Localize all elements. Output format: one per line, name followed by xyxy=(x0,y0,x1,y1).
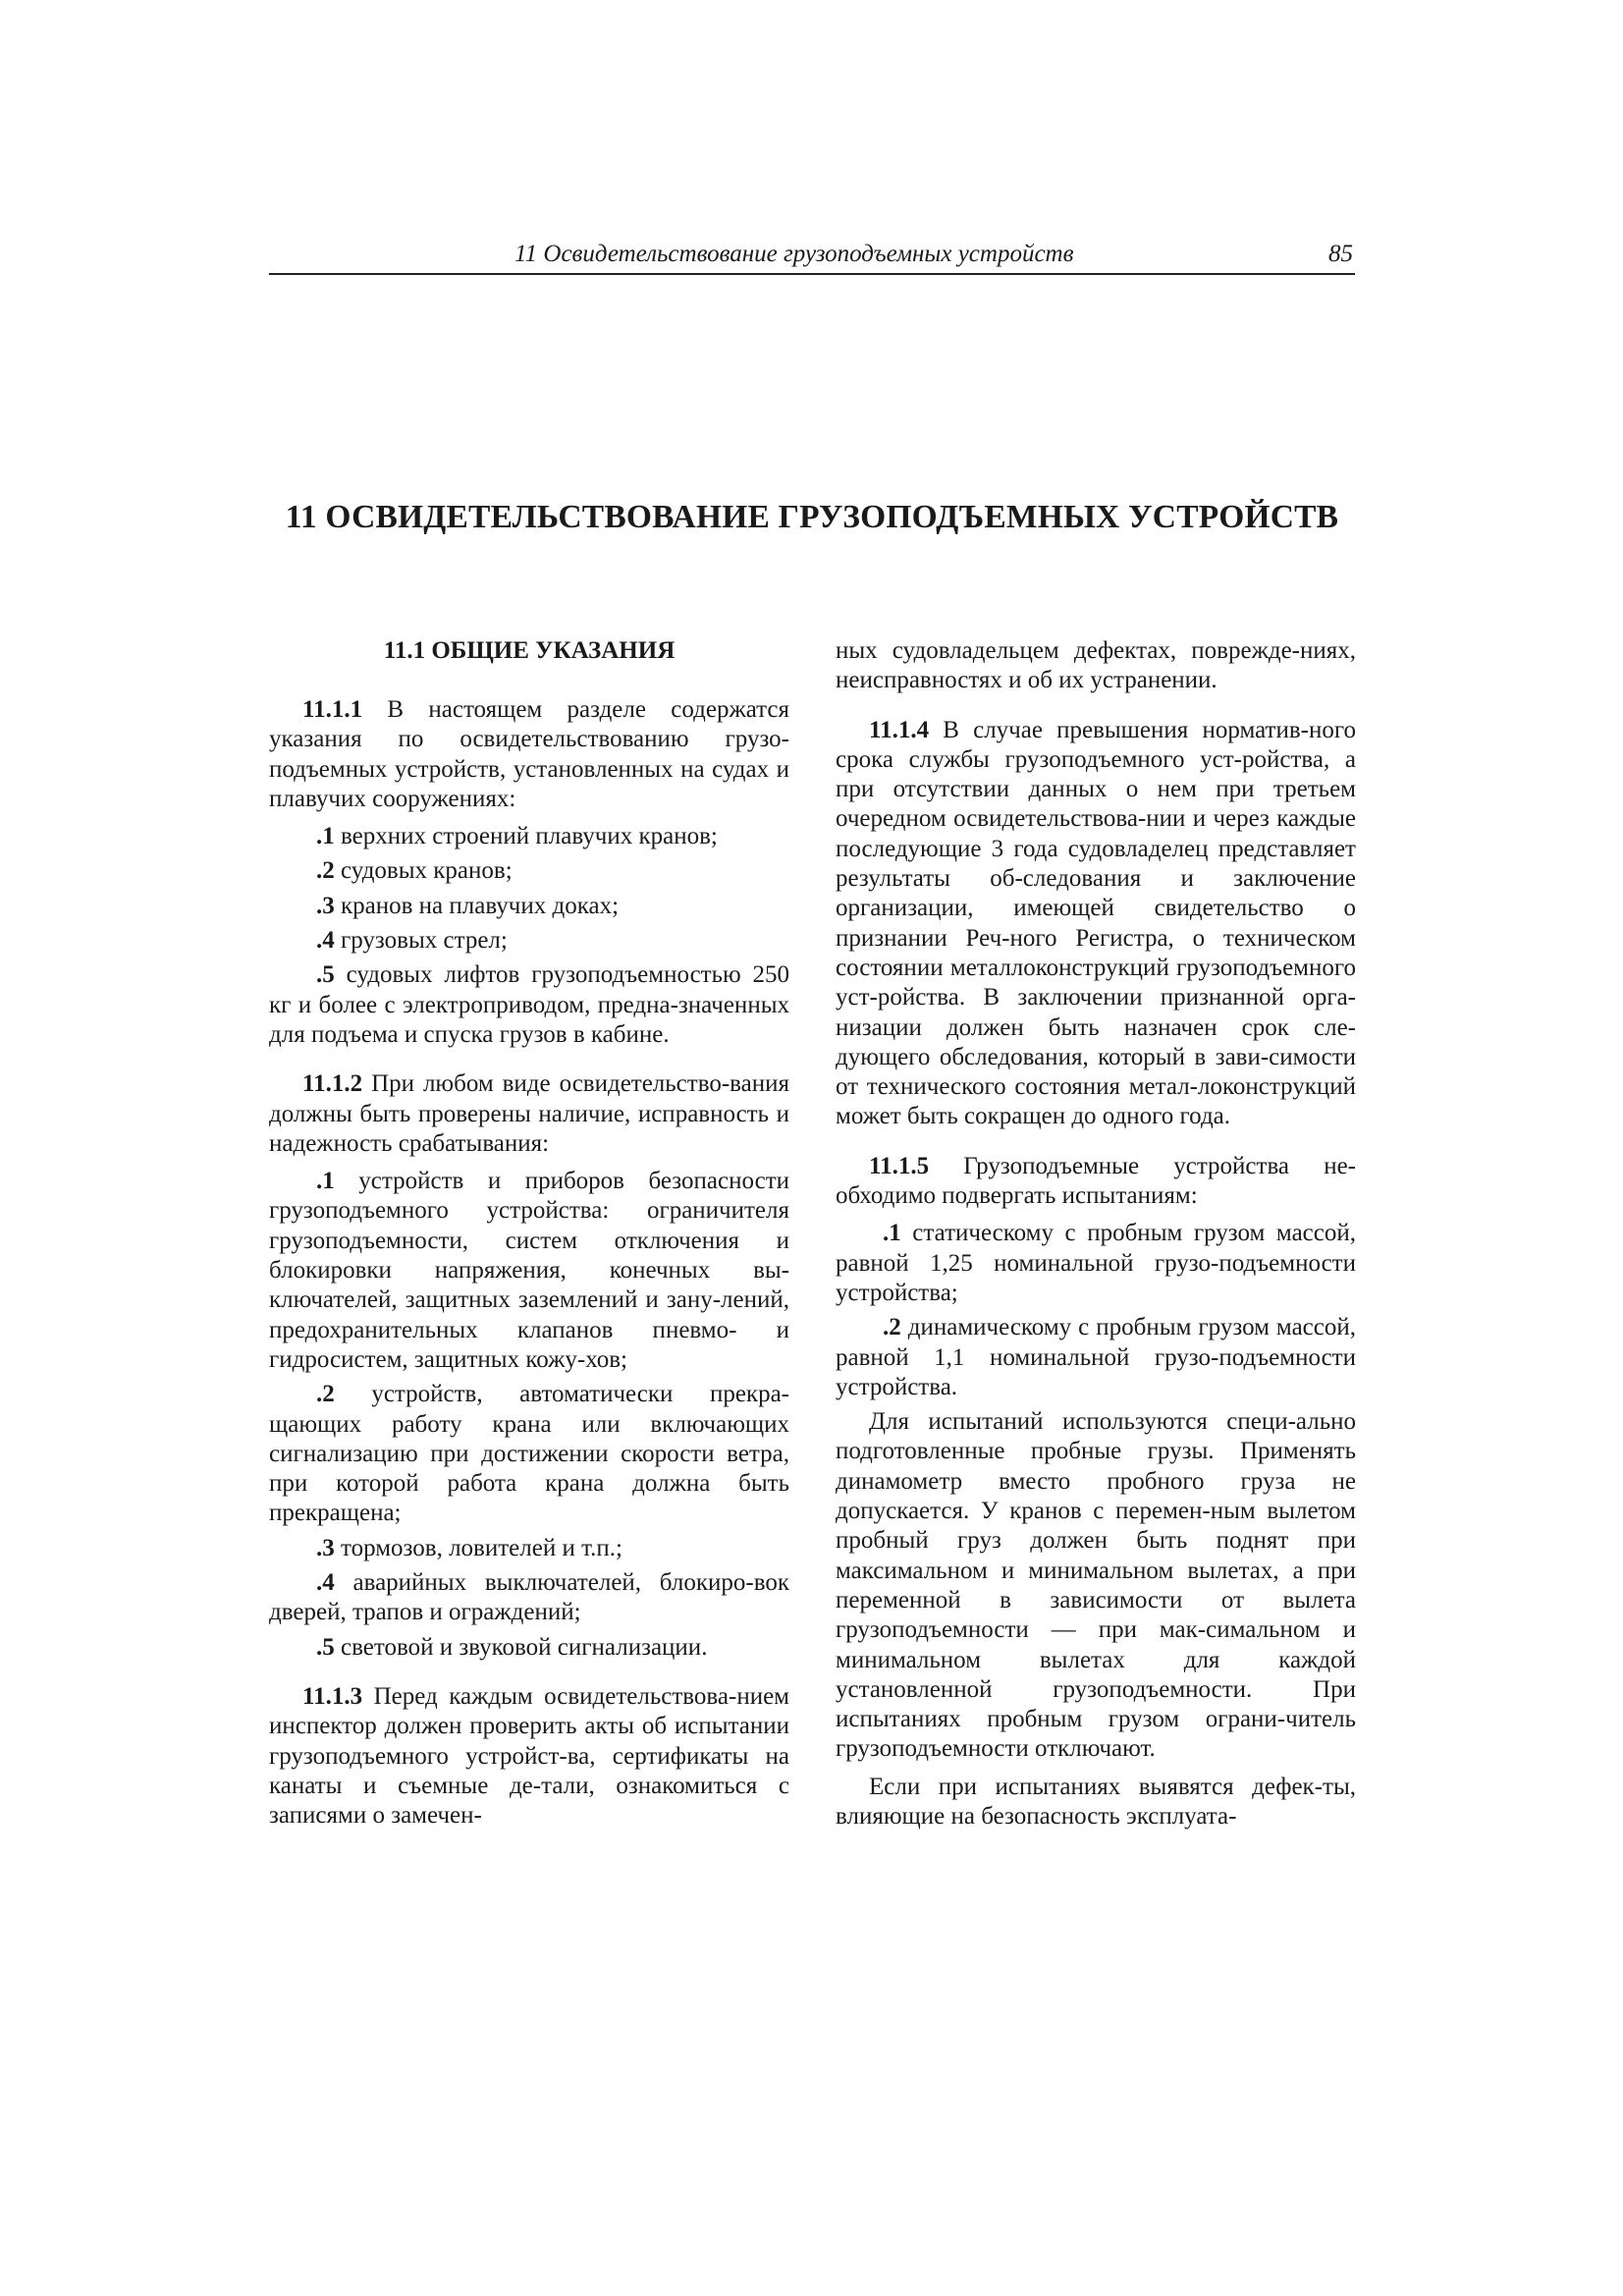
paragraph-11-1-2 xyxy=(269,1069,789,1159)
paragraph-11-1-5 xyxy=(836,1152,1356,1212)
running-head-title: 11 Освидетельствование грузоподъемных устройств xyxy=(514,241,1074,267)
clause-number: 11.1.5 xyxy=(869,1152,930,1179)
list-item xyxy=(269,822,789,851)
list-item xyxy=(269,1380,789,1528)
list-item xyxy=(836,1313,1356,1402)
item-text: устройств, автоматически прекра-щающих работу крана или включающих сигнализацию при достижении скорости ветра, при которой работа крана должна быть прекращена; xyxy=(269,1381,789,1527)
list-item xyxy=(269,892,789,921)
item-text: световой и звуковой сигнализации. xyxy=(334,1633,708,1661)
paragraph-11-1-4 xyxy=(836,716,1356,1132)
item-text: судовых лифтов грузоподъемностью 250 кг и более с электроприводом, предна-значенных для подъема и спуска грузов в кабине. xyxy=(269,961,789,1048)
item-number: .4 xyxy=(316,927,335,955)
list-item xyxy=(836,1219,1356,1308)
item-number: .2 xyxy=(883,1314,901,1341)
paragraph-11-1-3 xyxy=(269,1682,789,1831)
item-number: .2 xyxy=(316,857,335,885)
chapter-title: 11 ОСВИДЕТЕЛЬСТВОВАНИЕ ГРУЗОПОДЪЕМНЫХ УСТРОЙСТВ xyxy=(285,499,1339,535)
item-number: .1 xyxy=(316,823,335,850)
section-heading: 11.1 ОБЩИЕ УКАЗАНИЯ xyxy=(383,637,676,664)
page-number: 85 xyxy=(1328,241,1353,267)
item-number: .3 xyxy=(316,1534,335,1561)
paragraph-text: Перед каждым освидетельствова-нием инспектор должен проверить акты об испытании грузоподъемного устройст-ва, сертификаты на канаты и съемные де-тали, ознакомиться с записями о замечен- xyxy=(269,1682,789,1830)
item-number: .5 xyxy=(316,961,335,989)
item-text: динамическому с пробным грузом массой, равной 1,1 номинальной грузо-подъемности устройства. xyxy=(836,1314,1356,1400)
item-text: верхних строений плавучих кранов; xyxy=(334,823,718,850)
paragraph-defects: Если при испытаниях выявятся дефек-ты, влияющие на безопасность эксплуата- xyxy=(836,1773,1356,1830)
item-number: .4 xyxy=(316,1569,335,1597)
list-item xyxy=(269,1167,789,1375)
right-column xyxy=(836,636,1356,1839)
item-number: .1 xyxy=(883,1220,901,1247)
item-text: аварийных выключателей, блокиро-вок дверей, трапов и ограждений; xyxy=(269,1569,789,1626)
list-item xyxy=(269,1568,789,1628)
item-text: тормозов, ловителей и т.п.; xyxy=(334,1534,622,1561)
item-text: кранов на плавучих доках; xyxy=(334,892,620,919)
item-text: грузовых стрел; xyxy=(334,927,508,955)
left-column xyxy=(269,636,789,1838)
item-text: устройств и приборов безопасности грузоподъемного устройства: ограничителя грузоподъемности, систем отключения и блокировки напряжения, конечных вы-ключателей, защитных заземлений и зану-лений, предохранительных клапанов пневмо- и гидросистем, защитных кожу-хов; xyxy=(269,1168,789,1373)
paragraph-text: Грузоподъемные устройства не-обходимо подвергать испытаниям: xyxy=(836,1152,1356,1210)
item-number: .5 xyxy=(316,1633,335,1661)
list-item xyxy=(269,856,789,886)
clause-number: 11.1.3 xyxy=(302,1682,363,1710)
paragraph-11-1-1 xyxy=(269,695,789,814)
list-item xyxy=(269,960,789,1050)
clause-number: 11.1.2 xyxy=(302,1070,363,1098)
item-number: .1 xyxy=(316,1168,335,1195)
item-number: .3 xyxy=(316,892,335,919)
paragraph-text: В случае превышения норматив-ного срока службы грузоподъемного уст-ройства, а при отсутствии данных о нем при третьем очередном освидетельствова-нии и через каждые последующие 3 года судовладелец представляет результаты об-следования и заключение организации, имеющей свидетельство о признании Реч-ного Регистра, о техническом состоянии металлоконструкций грузоподъемного уст-ройства. В заключении признанной орга-низации должен быть назначен срок сле-дующего обследования, который в зави-симости от технического состояния метал-локонструкций может быть сокращен до одного года. xyxy=(836,716,1356,1130)
paragraph-tests: Для испытаний используются специ-ально подготовленные пробные грузы. Применять динамометр вместо пробного груза не допускается. У кранов с перемен-ным вылетом пробный груз должен быть поднят при максимальном и минимальном вылетах, а при переменной в зависимости от вылета грузоподъемности — при мак-симальном и минимальном вылетах для каждой установленной грузоподъемности. При испытаниях пробным грузом ограни-читель грузоподъемности отключают. xyxy=(836,1408,1356,1763)
list-item xyxy=(269,1534,789,1563)
paragraph-continuation: ных судовладельцем дефектах, поврежде-ниях, неисправностях и об их устранении. xyxy=(836,637,1356,694)
item-number: .2 xyxy=(316,1381,335,1408)
paragraph-text: При любом виде освидетельство-вания должны быть проверены наличие, исправность и надежность срабатывания: xyxy=(269,1070,789,1157)
list-item xyxy=(269,926,789,956)
running-head xyxy=(269,236,1355,275)
clause-number: 11.1.1 xyxy=(302,696,363,723)
list-item xyxy=(269,1633,789,1663)
item-text: судовых кранов; xyxy=(334,857,513,885)
clause-number: 11.1.4 xyxy=(869,716,930,743)
paragraph-text: В настоящем разделе содержатся указания по освидетельствованию грузо-подъемных устройств, установленных на судах и плавучих сооружениях: xyxy=(269,696,789,812)
item-text: статическому с пробным грузом массой, равной 1,25 номинальной грузо-подъемности устройства; xyxy=(836,1220,1356,1306)
